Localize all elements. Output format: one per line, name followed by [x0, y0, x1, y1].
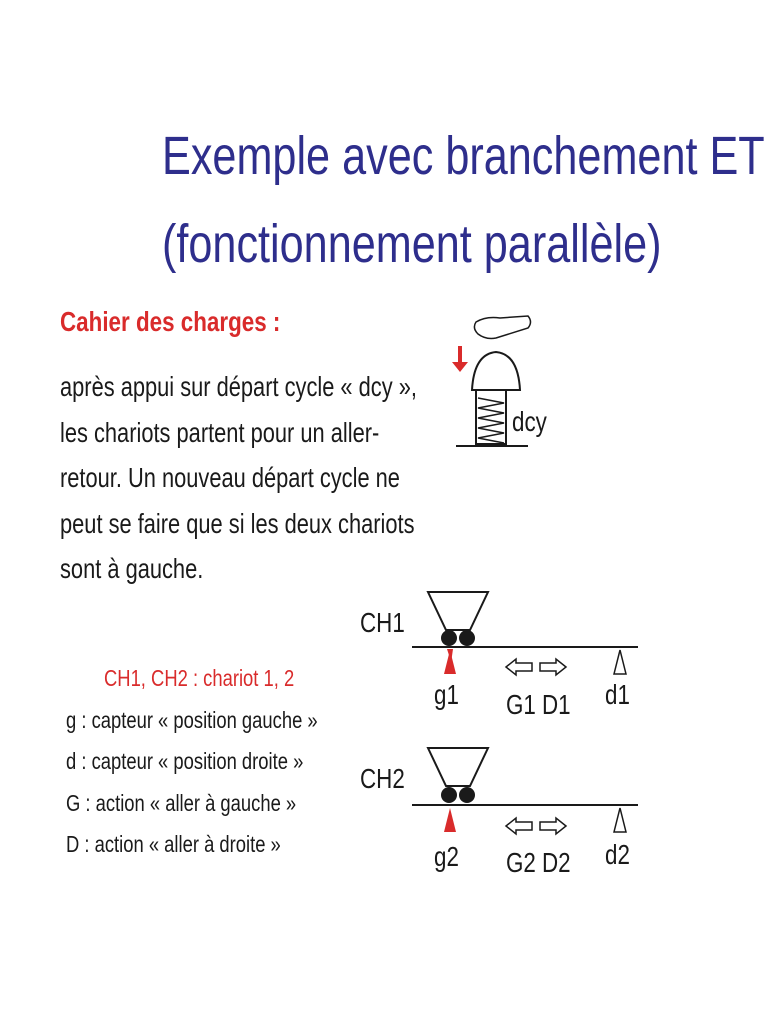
- wheel-icon: [459, 787, 475, 803]
- wheel-icon: [441, 630, 457, 646]
- right-sensor-icon: [614, 650, 626, 674]
- wheel-icon: [459, 630, 475, 646]
- arrow-left-icon: [506, 659, 532, 675]
- legend-item: g : capteur « position gauche »: [66, 706, 318, 733]
- arrow-right-icon: [540, 659, 566, 675]
- legend-item: G : action « aller à gauche »: [66, 789, 297, 816]
- finger-icon: [474, 316, 530, 339]
- specification-line: les chariots partent pour un aller-: [60, 416, 380, 448]
- left-sensor-label: g2: [434, 841, 459, 873]
- right-sensor-icon: [614, 808, 626, 832]
- carriage-2-diagram: [360, 748, 638, 879]
- button-cap-icon: [472, 352, 520, 390]
- carriage-1-diagram: [360, 592, 638, 721]
- specification-line: peut se faire que si les deux chariots: [60, 507, 415, 539]
- specification-heading: Cahier des charges :: [60, 306, 281, 337]
- specification-line: retour. Un nouveau départ cycle ne: [60, 462, 400, 493]
- dcy-label: dcy: [512, 406, 547, 438]
- legend-item: D : action « aller à droite »: [66, 831, 281, 857]
- specification-line: sont à gauche.: [60, 553, 204, 584]
- carriage-body-icon: [428, 748, 488, 786]
- right-action-label: D1: [542, 689, 571, 721]
- carriage-label: CH1: [360, 607, 405, 639]
- left-sensor-label: g1: [434, 679, 459, 711]
- carriage-label: CH2: [360, 763, 405, 795]
- arrow-down-icon: [452, 346, 468, 372]
- wheel-icon: [441, 787, 457, 803]
- spring-icon: [478, 398, 504, 443]
- arrow-right-icon: [540, 818, 566, 834]
- title-line-1: Exemple avec branchement ET: [162, 126, 765, 186]
- arrow-left-icon: [506, 818, 532, 834]
- left-sensor-marker: [444, 808, 456, 832]
- specification-line: après appui sur départ cycle « dcy »,: [60, 371, 417, 402]
- carriage-body-icon: [428, 592, 488, 630]
- legend-heading: CH1, CH2 : chariot 1, 2: [104, 665, 295, 691]
- push-button-figure: [452, 316, 547, 446]
- right-sensor-label: d1: [605, 679, 630, 711]
- legend-item: d : capteur « position droite »: [66, 748, 304, 774]
- left-sensor-marker: [444, 650, 456, 674]
- left-action-label: G1: [506, 689, 536, 721]
- right-action-label: D2: [542, 847, 571, 879]
- left-action-label: G2: [506, 847, 536, 879]
- right-sensor-label: d2: [605, 839, 630, 871]
- title-line-2: (fonctionnement parallèle): [162, 214, 662, 274]
